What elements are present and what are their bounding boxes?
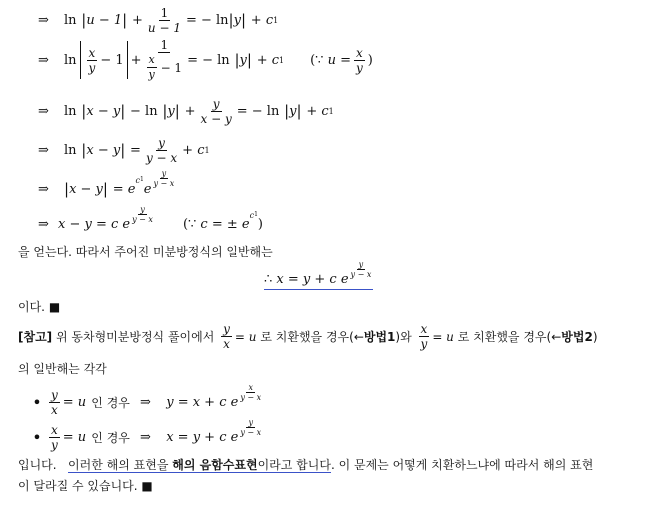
equation-line-3: ⇒ ln | x − y | − ln | y | + $\frac{y}{x - y}$ = − ln | y | + c 1	[38, 97, 334, 126]
abs-arg: u − 1	[86, 13, 123, 28]
paragraph-4: 입니다. 이러한 해의 표현을 해의 음함수표현이라고 합니다. 이 문제는 어떻게 치환하느냐에 따라서 해의 표현	[18, 458, 594, 472]
fraction: $\frac{x}{y}$	[355, 45, 363, 75]
implies-arrow: ⇒	[38, 182, 49, 197]
implies-arrow: ⇒	[38, 104, 49, 119]
ln: ln	[64, 13, 77, 28]
bullet-item-1: • $\frac{y}{x}$ = u 인 경우 ⇒ y = x + c e $\frac{x}{y - x}$	[32, 383, 262, 417]
fraction: $\frac{y}{y - x}$	[145, 136, 178, 165]
equation-line-5: ⇒ | x − y | = e c 1 e $\frac{y}{y - x}$	[38, 169, 175, 198]
method2-label: 방법2	[561, 330, 593, 344]
paragraph-3: 의 일반해는 각각	[18, 362, 107, 376]
method1-label: 방법1	[363, 330, 396, 344]
equation-line-4: ⇒ ln | x − y | = $\frac{y}{y - x}$ + c 1	[38, 136, 210, 165]
result-equation: ∴ x = y + c e $\frac{y}{y - x}$	[264, 270, 373, 290]
fraction: $\frac{1}{u - 1}$	[147, 6, 181, 35]
implies-arrow: ⇒	[38, 13, 49, 28]
emphasis-sentence: 이러한 해의 표현을 해의 음함수표현이라고 합니다	[68, 458, 331, 472]
implies-arrow: ⇒	[38, 52, 49, 68]
equation-line-1: ⇒ ln | u − 1 | + $\frac{1}{u - 1}$ = − ln | y | + c 1	[38, 6, 279, 35]
fraction: 1 $\frac{x}{y}$ − 1	[148, 38, 183, 81]
paragraph-5: 이 달라질 수 있습니다. ■	[18, 479, 153, 493]
fraction: $\frac{y}{x - y}$	[200, 97, 232, 126]
paragraph-2: 이다. ■	[18, 300, 61, 314]
paragraph-1: 을 얻는다. 따라서 주어진 미분방정식의 일반해는	[18, 245, 273, 259]
equation-line-6: ⇒ x − y = c e $\frac{y}{y - x}$ (∵ c = ± e c 1 )	[38, 205, 263, 232]
implies-arrow: ⇒	[38, 217, 49, 232]
note-label: [참고]	[18, 330, 53, 344]
implies-arrow: ⇒	[38, 143, 49, 158]
fraction: $\frac{x}{y}$	[88, 45, 96, 75]
bullet-item-2: • $\frac{x}{y}$ = u 인 경우 ⇒ x = y + c e $\frac{y}{y - x}$	[32, 418, 262, 452]
note-line: [참고] 위 동차형미분방정식 풀이에서 $\frac{y}{x}$ = u 로 치환했을 경우(← 방법1 )와 $\frac{x}{y}$ = u 로 치환했을 경우(← 방법2 )	[18, 322, 598, 351]
equation-line-2: ⇒ ln $\frac{x}{y}$ − 1 + 1 $\frac{x}{y}$ − 1 = − ln | y | + c 1 (∵ u = $\frac{x}{y}$ )	[38, 38, 373, 81]
